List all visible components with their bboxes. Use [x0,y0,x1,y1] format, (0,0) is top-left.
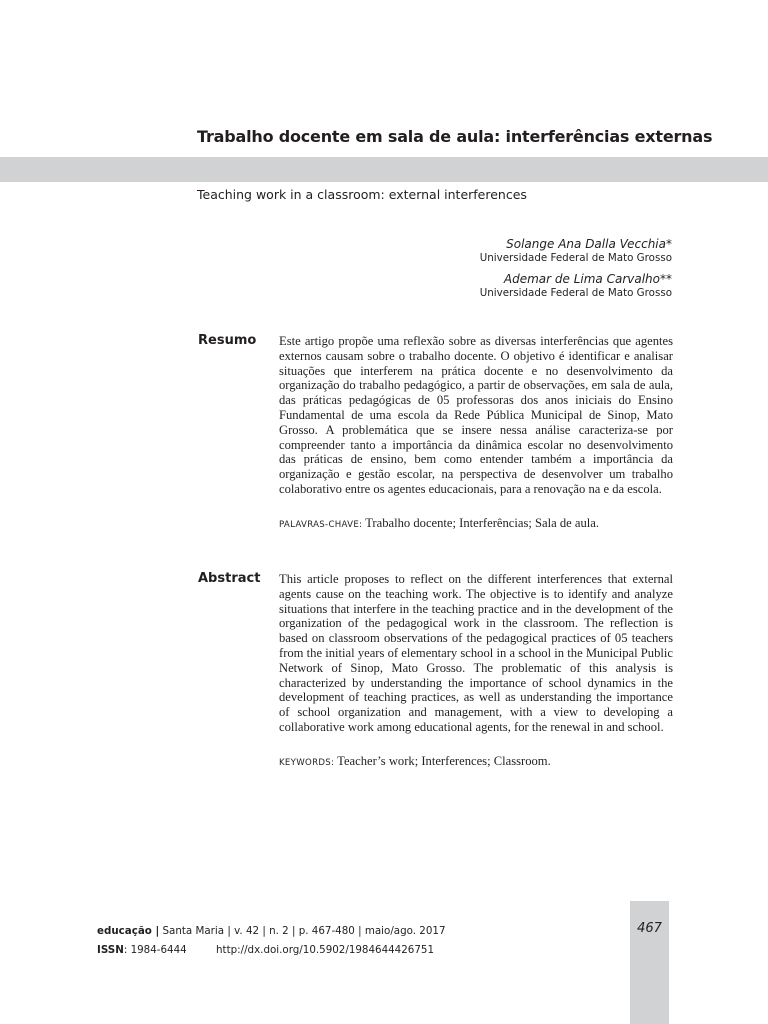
abstract-keywords [279,754,673,771]
resumo-keywords [279,516,673,533]
keywords-value: Teacher’s work; Interferences; Classroom. [337,754,551,768]
author-2 [480,272,672,300]
abstract-text: This article proposes to reflect on the different interferences that external agents cause on the teaching work. The objective is to identify and analyze situations that interfere in the teaching practice and in the development of the organization of the pedagogical work in the classroom. The reflection is based on classroom observations of the pedagogical practices of 05 teachers from the initial years of elementary school in a school in the Municipal Public Network of Sinop, Mato Grosso. The problematic of this analysis is characterized by understanding the importance of school dynamics in the development of teaching practices, as well as understanding the importance of school organization and management, with a view to developing a collaborative work among educational agents, for the renewal in and school. [279,572,673,734]
author-affiliation: Universidade Federal de Mato Grosso [479,252,672,264]
issn-value: : 1984-6444 [123,944,187,956]
abstract-heading: Abstract [198,571,261,586]
resumo-heading: Resumo [198,333,257,348]
author-name: Solange Ana Dalla Vecchia* [506,237,672,251]
keywords-label: KEYWORDS: [279,758,335,768]
title-band [0,157,768,182]
keywords-label: PALAVRAS-CHAVE: [279,520,363,530]
article-subtitle: Teaching work in a classroom: external interferences [197,187,527,202]
page-number: 467 [637,921,662,936]
article-title: Trabalho docente em sala de aula: interferências externas [197,127,713,146]
author-name: Ademar de Lima Carvalho** [503,272,672,286]
resumo-text: Este artigo propõe uma reflexão sobre as diversas interferências que agentes externos causam sobre o trabalho docente. O objetivo é identificar e analisar situações que interferem na prática docente e no desenvolvimento da organização do trabalho pedagógico, a partir de observações, em sala de aula, das práticas pedagógicas de 05 professoras dos anos iniciais do Ensino Fundamental de uma escola da Rede Pública Municipal de Sinop, Mato Grosso. A problemática que se insere nessa análise caracteriza-se por compreender tanto a importância da dinâmica escolar no desenvolvimento das práticas de ensino, bem como entender também a importância da organização e gestão escolar, na perspectiva de desenvolver um trabalho colaborativo entre os agentes educacionais, para a renovação na e da escola. [279,334,673,496]
keywords-value: Trabalho docente; Interferências; Sala de aula. [365,516,600,530]
citation-text: Santa Maria | v. 42 | n. 2 | p. 467-480 | maio/ago. 2017 [162,925,446,937]
footer-citation [97,925,446,937]
author-affiliation: Universidade Federal de Mato Grosso [479,287,672,299]
doi-link[interactable]: http://dx.doi.org/10.5902/1984644426751 [216,944,434,956]
footer-issn [97,944,187,956]
issn-label: ISSN [97,944,124,956]
journal-name: educação | [97,925,160,937]
author-1 [480,237,672,265]
page-number-tab [630,901,669,1024]
